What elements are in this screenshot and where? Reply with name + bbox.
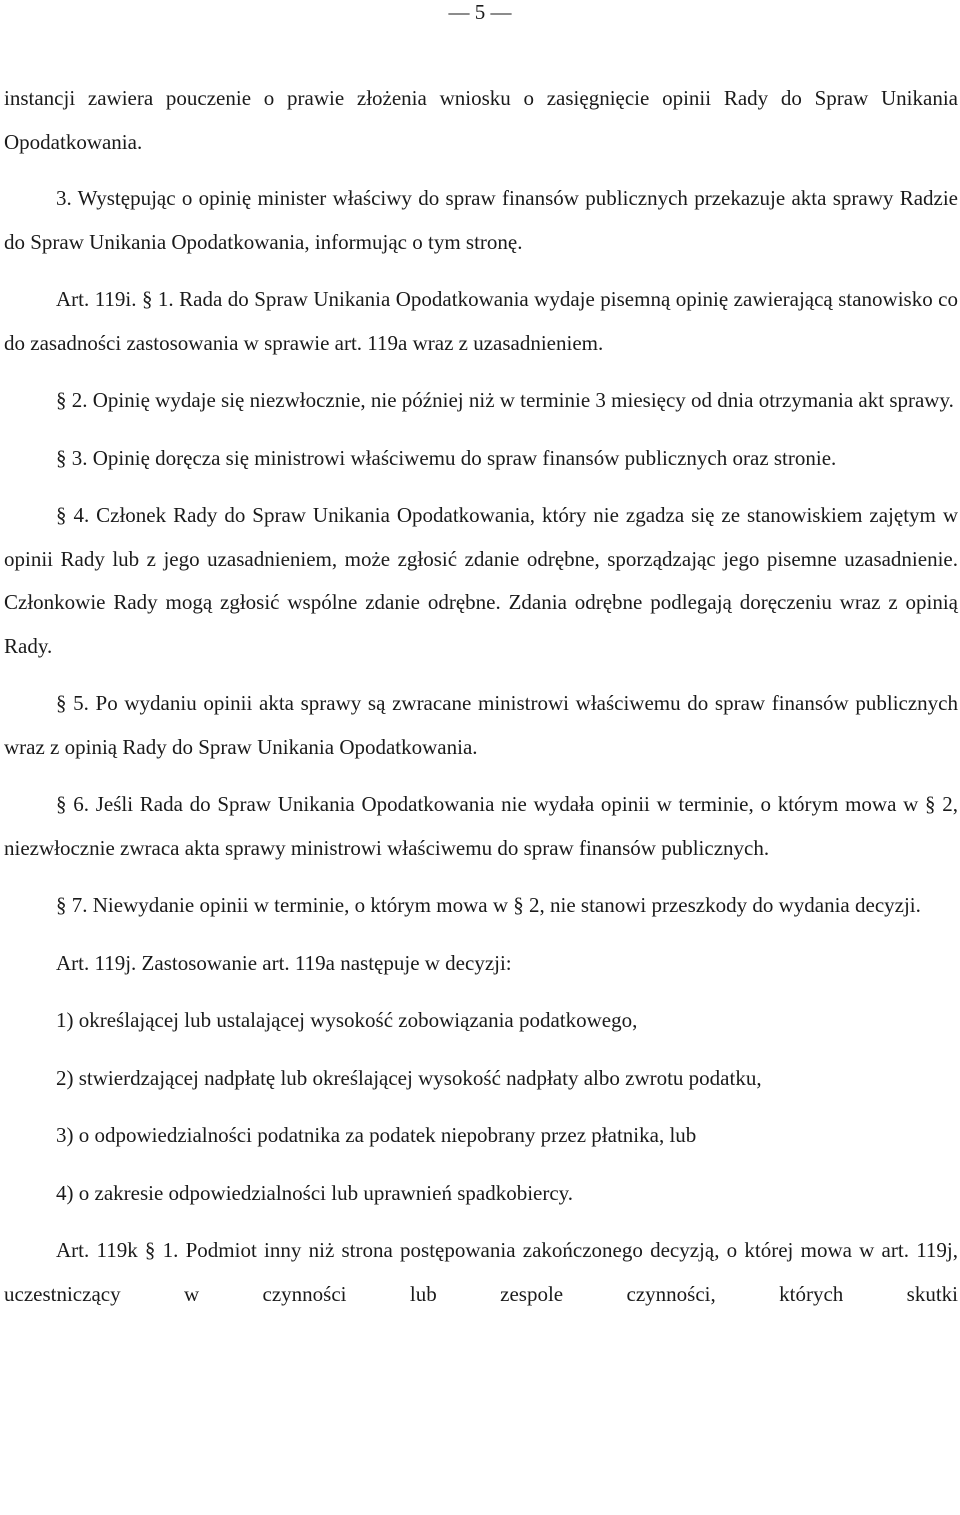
article-119j-intro: Art. 119j. Zastosowanie art. 119a następuje w decyzji: bbox=[56, 950, 512, 975]
list-item: 4) o zakresie odpowiedzialności lub uprawnień spadkobiercy. bbox=[56, 1180, 574, 1205]
article-119i-paragraph-4: § 4. Członek Rady do Spraw Unikania Opodatkowania, który nie zgadza się ze stanowiskiem zajętym w opinii Rady lub z jego uzasadnieniem, może zgłosić zdanie odrębne, sporządzając jego pisemne uzasadnienie. Członkowie Rady mogą zgłosić wspólne zdanie odrębne. Zdania odrębne podlegają doręczeniu wraz z opinią Rady. bbox=[4, 503, 958, 658]
list-item: 1) określającej lub ustalającej wysokość zobowiązania podatkowego, bbox=[56, 1008, 638, 1032]
paragraph-continuation: instancji zawiera pouczenie o prawie złożenia wniosku o zasięgnięcie opinii Rady do Spraw Unikania Opodatkowania. bbox=[4, 86, 958, 154]
article-119i-paragraph-6: § 6. Jeśli Rada do Spraw Unikania Opodatkowania nie wydała opinii w terminie, o którym mowa w § 2, niezwłocznie zwraca akta sprawy ministrowi właściwemu do spraw finansów publicznych. bbox=[4, 792, 958, 860]
list-item: 3) o odpowiedzialności podatnika za podatek niepobrany przez płatnika, lub bbox=[56, 1123, 697, 1147]
article-119i-paragraph-3: § 3. Opinię doręcza się ministrowi właściwemu do spraw finansów publicznych oraz stronie. bbox=[56, 445, 837, 470]
list-item: 2) stwierdzającej nadpłatę lub określającej wysokość nadpłaty albo zwrotu podatku, bbox=[56, 1065, 762, 1090]
page-number: — 5 — bbox=[448, 0, 512, 24]
paragraph-section-3: 3. Występując o opinię minister właściwy do spraw finansów publicznych przekazuje akta sprawy Radzie do Spraw Unikania Opodatkowania, informując o tym stronę. bbox=[4, 186, 958, 254]
document-body bbox=[4, 77, 958, 1316]
article-119i-paragraph-5: § 5. Po wydaniu opinii akta sprawy są zwracane ministrowi właściwemu do spraw finansów publicznych wraz z opinią Rady do Spraw Unikania Opodatkowania. bbox=[4, 691, 958, 759]
article-119i-paragraph-1: Art. 119i. § 1. Rada do Spraw Unikania Opodatkowania wydaje pisemną opinię zawierającą stanowisko co do zasadności zastosowania w sprawie art. 119a wraz z uzasadnieniem. bbox=[4, 287, 958, 355]
article-119i-paragraph-2: § 2. Opinię wydaje się niezwłocznie, nie później niż w terminie 3 miesięcy od dnia otrzymania akt sprawy. bbox=[56, 388, 954, 412]
article-119k-paragraph-1: Art. 119k § 1. Podmiot inny niż strona postępowania zakończonego decyzją, o której mowa w art. 119j, uczestniczący w czynności lub zespole czynności, których skutki bbox=[4, 1238, 958, 1306]
article-119i-paragraph-7: § 7. Niewydanie opinii w terminie, o którym mowa w § 2, nie stanowi przeszkody do wydania decyzji. bbox=[56, 893, 921, 917]
